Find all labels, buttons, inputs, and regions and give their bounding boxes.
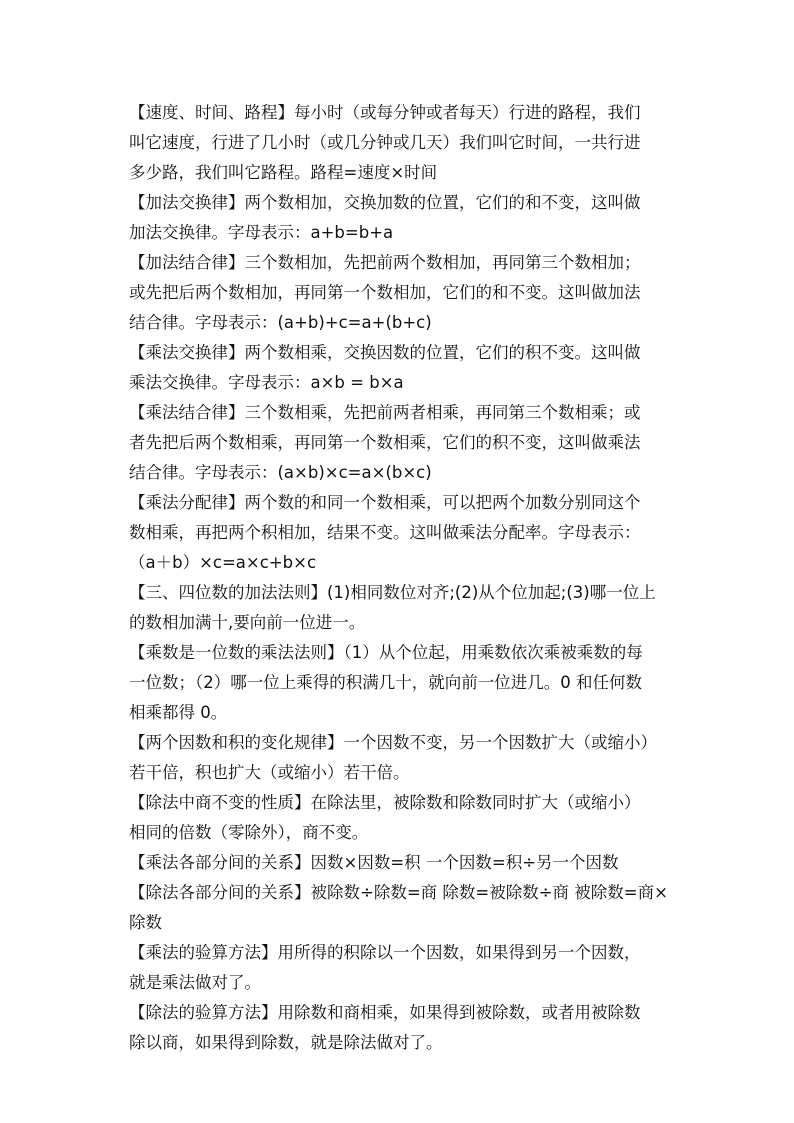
text-line: 数相乘，再把两个积相加，结果不变。这叫做乘法分配率。字母表示： bbox=[129, 523, 641, 542]
text-line: 或先把后两个数相加，再同第一个数相加，它们的和不变。这叫做加法 bbox=[129, 283, 641, 302]
text-line: 【两个因数和积的变化规律】一个因数不变，另一个因数扩大（或缩小） bbox=[129, 733, 657, 752]
text-line: （a＋b）×c=a×c+b×c bbox=[129, 553, 317, 572]
text-line: 相同的倍数（零除外），商不变。 bbox=[129, 823, 369, 842]
text-line: 【加法交换律】两个数相加，交换加数的位置，它们的和不变，这叫做 bbox=[129, 193, 641, 212]
text-line: 【除法中商不变的性质】在除法里，被除数和除数同时扩大（或缩小） bbox=[129, 793, 641, 812]
text-line: 者先把后两个数相乘，再同第一个数相乘，它们的积不变，这叫做乘法 bbox=[129, 433, 641, 452]
text-line: 【乘数是一位数的乘法法则】（1）从个位起，用乘数依次乘被乘数的每 bbox=[129, 643, 643, 662]
document-body bbox=[129, 98, 669, 1058]
text-line: 结合律。字母表示：(a×b)×c=a×(b×c) bbox=[129, 463, 432, 482]
text-line: 就是乘法做对了。 bbox=[129, 973, 261, 992]
text-line: 乘法交换律。字母表示：a×b = b×a bbox=[129, 373, 404, 392]
text-line: 【乘法各部分间的关系】因数×因数=积 一个因数=积÷另一个因数 bbox=[129, 853, 619, 872]
text-line: 多少路，我们叫它路程。路程=速度×时间 bbox=[129, 163, 438, 182]
text-line: 【加法结合律】三个数相加，先把前两个数相加，再同第三个数相加； bbox=[129, 253, 641, 272]
text-line: 叫它速度，行进了几小时（或几分钟或几天）我们叫它时间，一共行进 bbox=[129, 133, 641, 152]
text-line: 【乘法交换律】两个数相乘，交换因数的位置，它们的积不变。这叫做 bbox=[129, 343, 641, 362]
text-line: 【乘法分配律】两个数的和同一个数相乘，可以把两个加数分别同这个 bbox=[129, 493, 641, 512]
text-line: 相乘都得 0。 bbox=[129, 703, 228, 722]
text-line: 【速度、时间、路程】每小时（或每分钟或者每天）行进的路程，我们 bbox=[129, 103, 641, 122]
text-line: 除以商，如果得到除数，就是除法做对了。 bbox=[129, 1033, 443, 1052]
text-line: 若干倍，积也扩大（或缩小）若干倍。 bbox=[129, 763, 410, 782]
text-line: 【除法的验算方法】用除数和商相乘，如果得到被除数，或者用被除数 bbox=[129, 1003, 641, 1022]
text-line: 【乘法的验算方法】用所得的积除以一个因数，如果得到另一个因数， bbox=[129, 943, 641, 962]
text-line: 【乘法结合律】三个数相乘，先把前两者相乘，再同第三个数相乘；或 bbox=[129, 403, 641, 422]
text-line: 【除法各部分间的关系】被除数÷除数=商 除数=被除数÷商 被除数=商× bbox=[129, 883, 668, 902]
text-line: 除数 bbox=[129, 913, 162, 932]
text-line: 的数相加满十,要向前一位进一。 bbox=[129, 613, 366, 632]
text-line: 结合律。字母表示：(a+b)+c=a+(b+c) bbox=[129, 313, 432, 332]
text-line: 加法交换律。字母表示：a+b=b+a bbox=[129, 223, 394, 242]
text-line: 一位数；（2）哪一位上乘得的积满几十，就向前一位进几。0 和任何数 bbox=[129, 673, 642, 692]
text-line: 【三、四位数的加法法则】(1)相同数位对齐;(2)从个位加起;(3)哪一位上 bbox=[129, 583, 656, 602]
